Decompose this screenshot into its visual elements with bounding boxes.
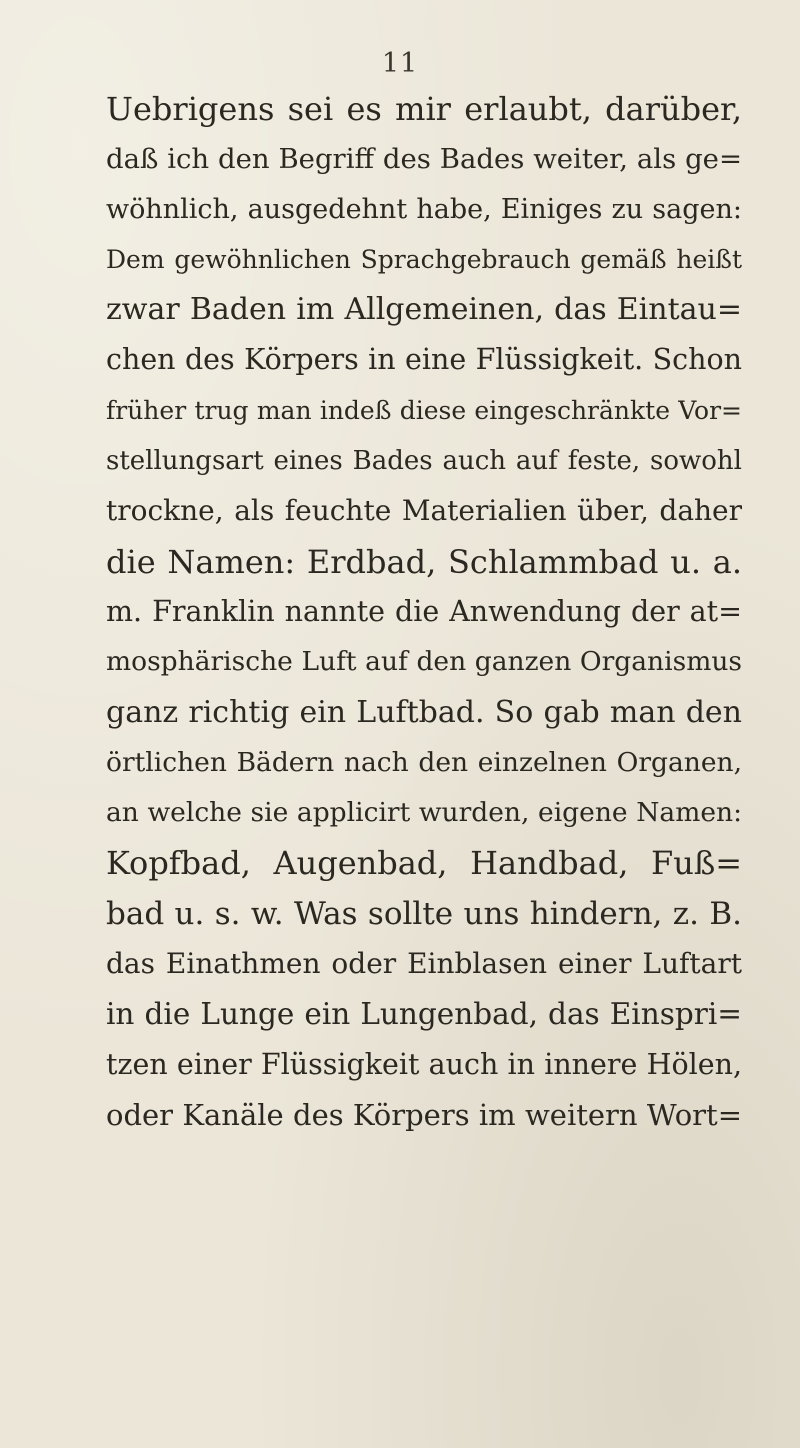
text-line: in die Lunge ein Lungenbad, das Einspri=: [106, 997, 742, 1032]
text-line: Uebrigens sei es mir erlaubt, darüber,: [106, 90, 742, 128]
text-line: stellungsart eines Bades auch auf feste, sowohl: [106, 446, 742, 477]
text-line: an welche sie applicirt wurden, eigene Namen:: [106, 797, 742, 829]
text-line: chen des Körpers in eine Flüssigkeit. Schon: [106, 343, 742, 377]
text-line: ganz richtig ein Luftbad. So gab man den: [106, 694, 742, 730]
text-line: daß ich den Begriff des Bades weiter, als ge=: [106, 143, 742, 176]
body-text: [106, 84, 742, 1140]
text-line: früher trug man indeß diese eingeschränkte Vor=: [106, 395, 742, 425]
text-line: m. Franklin nannte die Anwendung der at=: [106, 594, 742, 628]
text-line: wöhnlich, ausgedehnt habe, Einiges zu sagen:: [106, 193, 742, 225]
text-line: örtlichen Bädern nach den einzelnen Organen,: [106, 746, 742, 778]
text-line: tzen einer Flüssigkeit auch in innere Hölen,: [106, 1047, 742, 1081]
text-line: bad u. s. w. Was sollte uns hindern, z. B.: [106, 895, 742, 932]
page-number: 11: [381, 48, 419, 79]
text-line: mosphärische Luft auf den ganzen Organismus: [106, 646, 742, 678]
text-line: Kopfbad, Augenbad, Handbad, Fuß=: [106, 844, 742, 883]
text-line: oder Kanäle des Körpers im weitern Wort=: [106, 1097, 742, 1132]
text-line: Dem gewöhnlichen Sprachgebrauch gemäß heißt: [106, 244, 742, 274]
text-line: trockne, als feuchte Materialien über, daher: [106, 494, 742, 528]
text-line: die Namen: Erdbad, Schlammbad u. a.: [106, 542, 742, 581]
text-line: das Einathmen oder Einblasen einer Luftart: [106, 947, 742, 981]
text-line: zwar Baden im Allgemeinen, das Eintau=: [106, 292, 742, 328]
